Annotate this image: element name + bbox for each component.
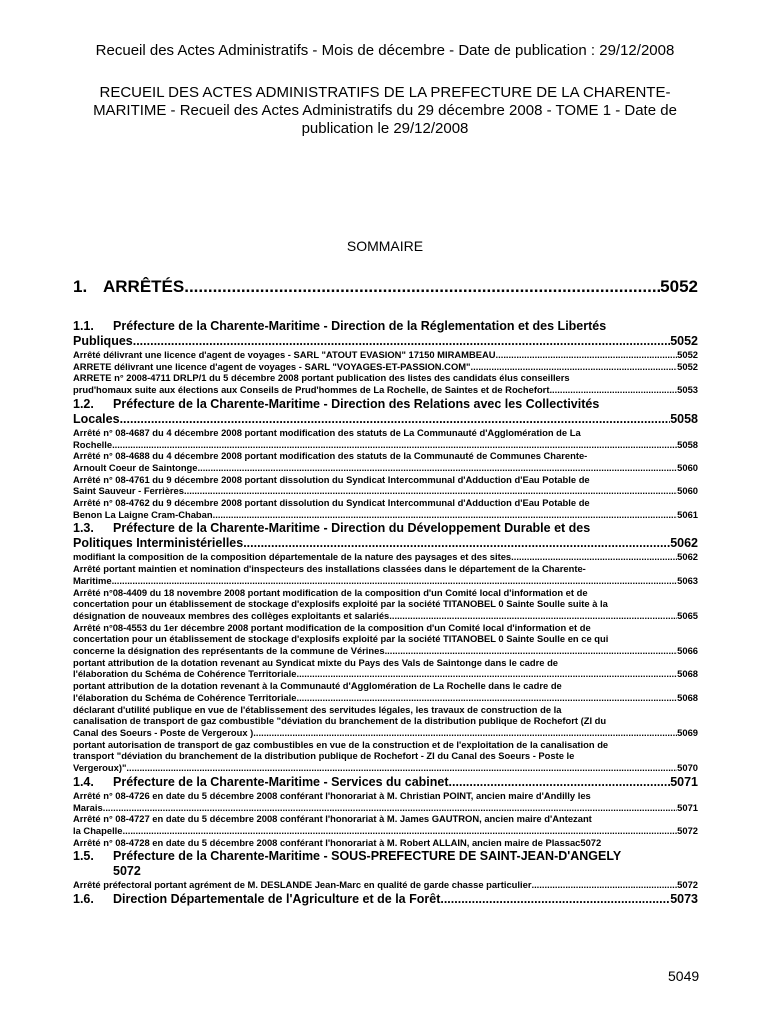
entry-page: 5061 — [677, 508, 698, 520]
entry-page: 5060 — [677, 485, 698, 497]
toc-section — [73, 892, 698, 907]
leader-dots — [299, 692, 677, 704]
section-heading-last-line — [73, 864, 698, 879]
section-heading-line — [73, 892, 698, 907]
entry-text: Arnoult Coeur de Saintonge — [73, 461, 198, 473]
toc-entry — [73, 587, 698, 622]
entry-text-line: Arrêté n°08-4409 du 18 novembre 2008 portant modification de la composition d'un Comité local d'information et de — [73, 586, 588, 598]
entry-page: 5071 — [677, 801, 698, 813]
leader-dots — [299, 668, 677, 680]
entry-last-line — [73, 837, 698, 849]
toc-entry — [73, 657, 698, 680]
entry-last-line — [73, 762, 698, 774]
toc-entry — [73, 622, 698, 657]
entry-page: 5072 — [580, 836, 602, 848]
section-heading: Préfecture de la Charente-Maritime - Direction des Relations avec les Collectivités — [113, 396, 600, 411]
toc-level1-number: 1. — [73, 277, 88, 296]
toc-entry — [73, 790, 698, 813]
entry-text: Maritime — [73, 574, 112, 586]
section-heading-line — [73, 775, 698, 790]
section-heading: Préfecture de la Charente-Maritime - Services du cabinet — [113, 774, 449, 789]
entry-text-line: Arrêté portant maintien et nomination d'inspecteurs des installations classées dans le département de la Charente- — [73, 563, 586, 575]
leader-dots — [213, 509, 678, 521]
entry-page: 5066 — [677, 645, 698, 657]
entry-text-line: portant attribution de la dotation revenant à la Communauté d'Agglomération de La Rochelle dans le cadre de — [73, 680, 562, 692]
leader-dots — [103, 802, 677, 814]
section-heading: Préfecture de la Charente-Maritime - Direction de la Réglementation et des Libertés — [113, 319, 607, 333]
entry-text-line: transport "déviation du branchement de la distribution publique de Rochefort - ZI du Canal des Soeurs - Poste le — [73, 750, 575, 762]
entry-last-line — [73, 727, 698, 739]
section-number: 1.3. — [73, 521, 94, 536]
entry-text-line: ARRETE n° 2008-4711 DRLP/1 du 5 décembre 2008 portant publication des listes des candidats élus conseillers — [73, 372, 570, 384]
entry-last-line — [73, 645, 698, 657]
entry-text-line: Arrêté n° 08-4688 du 4 décembre 2008 portant modification des statuts de la Communauté de Communes Charente- — [73, 450, 588, 462]
toc-entry — [73, 704, 698, 739]
toc-entry — [73, 680, 698, 703]
entry-page: 5062 — [677, 551, 698, 563]
entry-page: 5063 — [677, 574, 698, 586]
entry-last-line — [73, 361, 698, 373]
leader-dots — [123, 825, 678, 837]
entry-last-line — [73, 575, 698, 587]
leader-dots — [112, 575, 678, 587]
section-page: 5062 — [670, 536, 698, 551]
page-number: 5049 — [668, 968, 700, 984]
toc-entry — [73, 474, 698, 497]
entry-page: 5065 — [677, 609, 698, 621]
entry-last-line — [73, 551, 698, 563]
entry-last-line — [73, 462, 698, 474]
entry-text-line: Arrêté n° 08-4762 du 9 décembre 2008 portant dissolution du Syndicat Intercommunal d'Adduction d'Eau Potable de — [73, 497, 590, 509]
toc-entry — [73, 551, 698, 563]
leader-dots — [197, 462, 677, 474]
toc-entry — [73, 879, 698, 891]
entry-text: Rochelle — [73, 438, 113, 450]
entry-text: Vergeroux)" — [73, 762, 127, 774]
leader-dots — [389, 610, 677, 622]
leader-dots — [184, 485, 677, 497]
toc-entry — [73, 349, 698, 361]
toc-section — [73, 397, 698, 521]
entry-last-line — [73, 439, 698, 451]
entry-text-line: Arrêté n° 08-4761 du 9 décembre 2008 portant dissolution du Syndicat Intercommunal d'Adduction d'Eau Potable de — [73, 473, 590, 485]
section-number: 1.5. — [73, 849, 94, 864]
entry-text: l'élaboration du Schéma de Cohérence Territoriale. — [73, 668, 300, 680]
section-number: 1.1. — [73, 319, 94, 333]
toc-section — [73, 319, 698, 396]
leader-dots — [253, 727, 677, 739]
leader-dots — [440, 892, 670, 907]
leader-dots — [126, 762, 677, 774]
document-title: RECUEIL DES ACTES ADMINISTRATIFS DE LA PREFECTURE DE LA CHARENTE-MARITIME - Recueil des Actes Administratifs du 29 décembre 2008 - TOME 1 - Date de publication le 29/12/2008 — [93, 84, 677, 137]
entry-text-line: concertation pour un établissement de stockage d'explosifs exploité par la société TITANOBEL 0 Sainte Soulle suite à la — [73, 598, 608, 610]
toc-entry — [73, 739, 698, 774]
section-heading-tail: Publiques — [73, 334, 133, 348]
entry-text-line: canalisation de transport de gaz combustible "déviation du branchement de la distribution publique de Rochefort (ZI du — [73, 715, 607, 727]
toc-level1-page: 5052 — [660, 277, 698, 296]
entry-last-line — [73, 668, 698, 680]
sommaire-heading: SOMMAIRE — [346, 238, 424, 254]
entry-text: désignation de nouveaux membres des collèges exploitants et salariés — [73, 609, 390, 621]
section-number: 1.2. — [73, 396, 94, 411]
section-page: 5058 — [670, 411, 698, 426]
leader-dots — [385, 645, 678, 657]
section-heading-last-line — [73, 412, 698, 427]
section-heading-line — [73, 849, 698, 864]
entry-text: prud'homaux suite aux élections aux Conseils de Prud'hommes de La Rochelle, de Saintes et de Rochefort — [73, 384, 550, 396]
entry-text: Canal des Soeurs - Poste de Vergeroux ) — [73, 726, 254, 738]
entry-last-line — [73, 485, 698, 497]
section-heading: Préfecture de la Charente-Maritime - Direction du Développement Durable et des — [113, 521, 591, 536]
section-number: 1.6. — [73, 892, 94, 907]
leader-dots — [549, 384, 677, 396]
leader-dots — [120, 412, 671, 427]
section-heading-last-line — [73, 536, 698, 551]
entry-page: 5069 — [677, 726, 698, 738]
toc-level1-row — [73, 277, 698, 297]
entry-text: Marais — [73, 801, 103, 813]
section-number: 1.4. — [73, 774, 94, 789]
entry-last-line — [73, 825, 698, 837]
section-heading-line — [73, 397, 698, 412]
leader-dots — [243, 536, 670, 551]
toc-level1-title: ARRÊTÉS — [103, 277, 185, 296]
section-heading-tail: Locales — [73, 411, 120, 426]
entry-last-line — [73, 349, 698, 361]
entry-text: Arrêté délivrant une licence d'agent de voyages - SARL "ATOUT EVASION" 17150 MIRAMBEAU — [73, 349, 496, 360]
section-page: 5052 — [670, 334, 698, 348]
section-page: 5071 — [670, 774, 698, 789]
entry-text-line: portant attribution de la dotation revenant au Syndicat mixte du Pays des Vals de Saintonge dans le cadre de — [73, 656, 559, 668]
leader-dots — [112, 439, 677, 451]
entry-page: 5058 — [677, 438, 698, 450]
entry-text-line: Arrêté n°08-4553 du 1er décembre 2008 portant modification de la composition d'un Comité local d'information et de — [73, 621, 591, 633]
leader-dots — [471, 361, 678, 373]
section-heading-tail: Politiques Interministérielles — [73, 536, 244, 551]
entry-page: 5053 — [677, 384, 698, 396]
section-heading-line — [73, 521, 698, 536]
entry-text: Saint Sauveur - Ferrières — [73, 485, 184, 497]
entry-last-line — [73, 879, 698, 891]
toc-entry — [73, 837, 698, 849]
entry-text: la Chapelle — [73, 824, 123, 836]
section-heading: Préfecture de la Charente-Maritime - SOUS-PREFECTURE DE SAINT-JEAN-D'ANGELY — [113, 849, 622, 864]
entry-text: Benon La Laigne Cram-Chaban — [73, 508, 213, 520]
leader-dots — [133, 334, 670, 349]
leader-dots — [184, 277, 660, 297]
leader-dots — [449, 775, 671, 790]
entry-text: ARRETE délivrant une licence d'agent de voyages - SARL "VOYAGES-ET-PASSION.COM" — [73, 360, 471, 372]
entry-text: Arrêté préfectoral portant agrément de M. DESLANDE Jean-Marc en qualité de garde chasse particulier — [73, 879, 532, 891]
leader-dots — [511, 551, 677, 563]
entry-last-line — [73, 509, 698, 521]
toc-entry — [73, 563, 698, 586]
entry-page: 5052 — [677, 360, 698, 372]
entry-last-line — [73, 610, 698, 622]
toc-section — [73, 849, 698, 891]
entry-text: Arrêté n° 08-4728 en date du 5 décembre 2008 conférant l'honorariat à M. Robert ALLAIN, ancien maire de Plassac — [73, 836, 581, 848]
entry-text: concerne la désignation des représentants de la commune de Vérines — [73, 645, 385, 657]
entry-text-line: concertation pour un établissement de stockage d'explosifs exploité par la société TITANOBEL 0 Sainte Soulle en ce qui — [73, 633, 609, 645]
entry-text: l'élaboration du Schéma de Cohérence Territoriale. — [73, 691, 300, 703]
entry-text: modifiant la composition de la composition départementale de la nature des paysages et des sites — [73, 551, 512, 563]
toc-section — [73, 775, 698, 849]
entry-page: 5072 — [677, 879, 698, 891]
leader-dots — [531, 879, 677, 891]
leader-dots — [496, 349, 678, 361]
entry-page: 5070 — [677, 762, 698, 774]
toc-entry — [73, 427, 698, 450]
entry-page: 5068 — [677, 691, 698, 703]
toc-entry — [73, 372, 698, 395]
toc-entry — [73, 497, 698, 520]
toc-entry — [73, 361, 698, 373]
entry-last-line — [73, 692, 698, 704]
section-heading-line — [73, 319, 698, 334]
section-heading: Direction Départementale de l'Agriculture et de la Forêt — [113, 892, 441, 907]
toc-entry — [73, 813, 698, 836]
entry-text-line: Arrêté n° 08-4727 en date du 5 décembre 2008 conférant l'honorariat à M. James GAUTRON, ancien maire d'Antezant — [73, 813, 592, 825]
entry-last-line — [73, 802, 698, 814]
toc-section — [73, 521, 698, 773]
entry-last-line — [73, 384, 698, 396]
entry-page: 5068 — [677, 668, 698, 680]
table-of-contents — [73, 277, 698, 907]
entry-page: 5060 — [677, 461, 698, 473]
toc-entry — [73, 450, 698, 473]
section-heading-last-line — [73, 334, 698, 349]
entry-page: 5072 — [677, 824, 698, 836]
entry-page: 5052 — [677, 349, 698, 360]
entry-text-line: Arrêté n° 08-4687 du 4 décembre 2008 portant modification des statuts de La Communauté d'Agglomération de La — [73, 426, 581, 438]
entry-text-line: déclarant d'utilité publique en vue de l'établissement des servitudes légales, les travaux de construction de la — [73, 703, 562, 715]
section-page: 5073 — [670, 892, 698, 907]
section-page: 5072 — [113, 864, 141, 879]
entry-text-line: Arrêté n° 08-4726 en date du 5 décembre 2008 conférant l'honorariat à M. Christian POINT, ancien maire d'Andilly les — [73, 789, 591, 801]
entry-text-line: portant autorisation de transport de gaz combustibles en vue de la construction et de l'exploitation de la canalisation de — [73, 738, 609, 750]
running-header: Recueil des Actes Administratifs - Mois de décembre - Date de publication : 29/12/2008 — [95, 42, 675, 59]
